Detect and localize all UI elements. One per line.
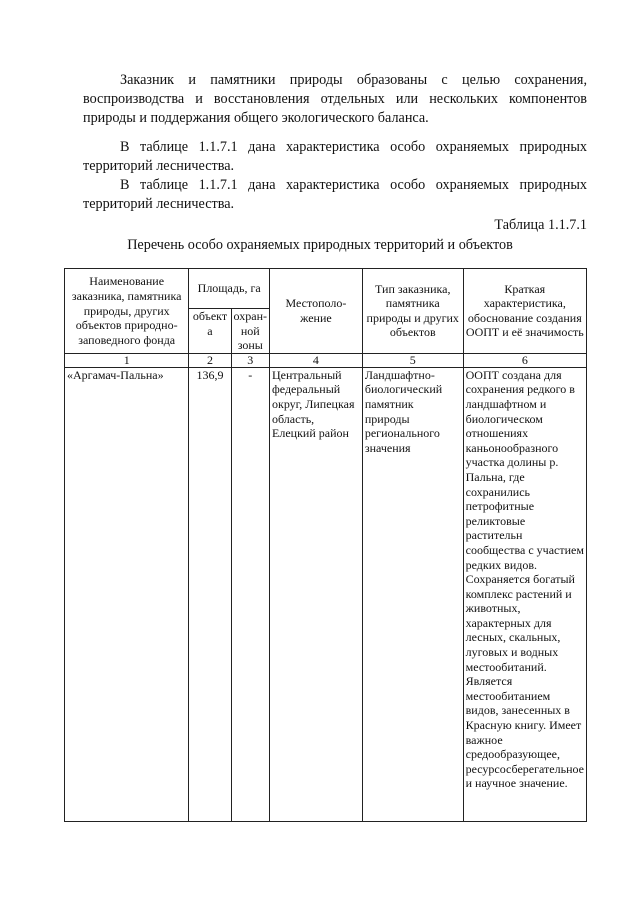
column-number-row <box>65 353 587 367</box>
cell-area-zone: - <box>231 367 269 821</box>
header-type: Тип заказника, памятника природы и других объектов <box>362 269 463 354</box>
header-area-zone: охран-ной зоны <box>231 309 269 354</box>
cell-description: ООПТ создана для сохранения редкого в ландшафтном и биологическом отношениях каньонообразного участка долины р. Пальна, где сохранились петрофитные реликтовые растительн сообщества с участием редких видов. Сохраняется богатый комплекс растений и животных, характерных для лесных, скальных, луговых и водных местообитаний. Является местообитанием видов, занесенных в Красную книгу. Имеет важное средообразующее, ресурсосберегательное и научное значение. <box>463 367 586 821</box>
column-number: 2 <box>189 353 231 367</box>
table-header-row <box>65 269 587 309</box>
header-area: Площадь, га <box>189 269 270 309</box>
paragraph-2 <box>83 138 587 176</box>
column-number: 6 <box>463 353 586 367</box>
header-location: Местополо-жение <box>270 269 363 354</box>
column-number: 3 <box>231 353 269 367</box>
paragraph-line: территорий лесничества. <box>83 196 235 213</box>
paragraph-line: природы и поддержания общего экологического баланса. <box>83 110 429 127</box>
paragraph-line: Заказник и памятники природы образованы с целью сохранения, <box>120 72 587 88</box>
table-row <box>65 367 587 821</box>
paragraph-3 <box>83 176 587 214</box>
header-name: Наименование заказника, памятника природы, других объектов природно-заповедного фонда <box>65 269 189 354</box>
table-title: Перечень особо охраняемых природных территорий и объектов <box>127 237 513 253</box>
paragraph-line: воспроизводства и восстановления отдельных или нескольких компонентов <box>83 91 587 108</box>
header-area-object: объект а <box>189 309 231 354</box>
header-description: Краткая характеристика, обоснование создания ООПТ и её значимость <box>463 269 586 354</box>
paragraph-line: В таблице 1.1.7.1 дана характеристика особо охраняемых природных <box>120 139 587 155</box>
column-number: 5 <box>362 353 463 367</box>
cell-area-object: 136,9 <box>189 367 231 821</box>
cell-location: Центральный федеральный округ, Липецкая область, Елецкий район <box>270 367 363 821</box>
paragraph-line: В таблице 1.1.7.1 дана характеристика особо охраняемых природных <box>120 177 587 193</box>
cell-type: Ландшафтно-биологический памятник природы регионального значения <box>362 367 463 821</box>
column-number: 4 <box>270 353 363 367</box>
paragraph-1 <box>83 71 587 129</box>
table-caption: Таблица 1.1.7.1 <box>494 217 587 233</box>
cell-name: «Аргамач-Пальна» <box>65 367 189 821</box>
protected-areas-table <box>64 268 587 822</box>
column-number: 1 <box>65 353 189 367</box>
paragraph-line: территорий лесничества. <box>83 158 235 175</box>
